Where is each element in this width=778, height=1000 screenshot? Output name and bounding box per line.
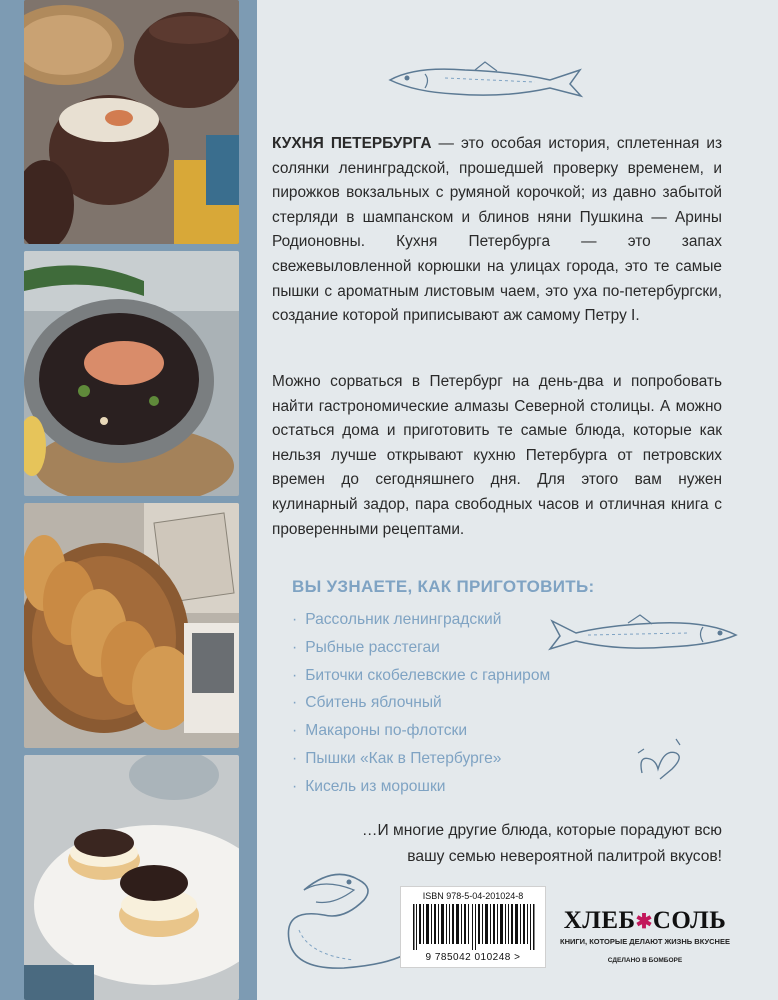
bullet: ·	[292, 638, 298, 656]
asterisk-icon: ✱	[635, 911, 653, 933]
publisher-name: ХЛЕБ✱СОЛЬ	[563, 907, 727, 934]
publisher-tagline: КНИГИ, КОТОРЫЕ ДЕЛАЮТ ЖИЗНЬ ВКУСНЕЕ	[560, 937, 730, 946]
photo-cookies-plate	[24, 755, 239, 1000]
fish-illustration-middle	[548, 609, 738, 659]
made-in-label: СДЕЛАНО В БОМБОРЕ	[607, 957, 683, 964]
intro-text: — это особая история, сплетенная из солянки ленинградской, прошедшей проверку временем, и пирожков вокзальных с румяной корочкой; из давно забытой стерляди в шампанском и блинов няни Пушкина — Арины Родионовны. Кухня Петербурга — это запах свежевыловленной корюшки на улицах города, это те самые пышки с ароматным листовым чаем, это уха по-петербургски, создание которой приписывают аж самому Петру I.	[272, 135, 723, 325]
bullet: ·	[292, 777, 298, 795]
recipe-list	[292, 606, 550, 801]
publisher-logo	[560, 907, 730, 946]
second-paragraph: Можно сорваться в Петербург на день-два и попробовать найти гастрономические алмазы Северной столицы. А можно остаться дома и приготовить те самые блюда, которые как нельзя лучше открывают кухню Петербурга от петровских времен до сегодняшнего дня. Для этого вам нужен кулинарный задор, пара свободных часов и отличная книга с проверенными рецептами.	[272, 373, 722, 538]
list-item: · Рассольник ленинградский	[292, 611, 502, 628]
fish-illustration-top	[385, 58, 585, 108]
closing-line-1: …И многие другие блюда, которые порадуют всю	[361, 822, 722, 839]
closing-line-2: вашу семью невероятной палитрой вкусов!	[407, 848, 722, 865]
barcode-bars	[413, 904, 535, 950]
list-item: · Сбитень яблочный	[292, 694, 442, 712]
bullet: ·	[292, 611, 298, 628]
list-item: · Пышки «Как в Петербурге»	[292, 749, 502, 767]
fish-illustration-bottom	[264, 860, 414, 975]
learn-title: ВЫ УЗНАЕТЕ, КАК ПРИГОТОВИТЬ:	[292, 577, 595, 596]
photo-porridge-pots	[24, 0, 239, 244]
heart-doodle-icon	[636, 735, 688, 781]
bullet: ·	[292, 666, 298, 684]
bullet: ·	[292, 694, 298, 712]
list-item: · Рыбные расстегаи	[292, 638, 440, 656]
photo-soup-bowl	[24, 251, 239, 496]
list-item: · Биточки скобелевские с гарниром	[292, 666, 551, 684]
isbn-label: ISBN 978-5-04-201024-8	[422, 891, 524, 901]
photo-column	[0, 0, 257, 1000]
list-item: · Кисель из морошки	[292, 777, 446, 795]
bullet: ·	[292, 722, 298, 740]
list-item: · Макароны по-флотски	[292, 722, 468, 740]
barcode	[400, 886, 546, 968]
intro-lead: КУХНЯ ПЕТЕРБУРГА	[272, 135, 432, 152]
bullet: ·	[292, 749, 298, 767]
photo-pyshki-basket	[24, 503, 239, 748]
barcode-number: 9 785042 010248 >	[425, 952, 521, 963]
intro-paragraph	[272, 132, 722, 329]
